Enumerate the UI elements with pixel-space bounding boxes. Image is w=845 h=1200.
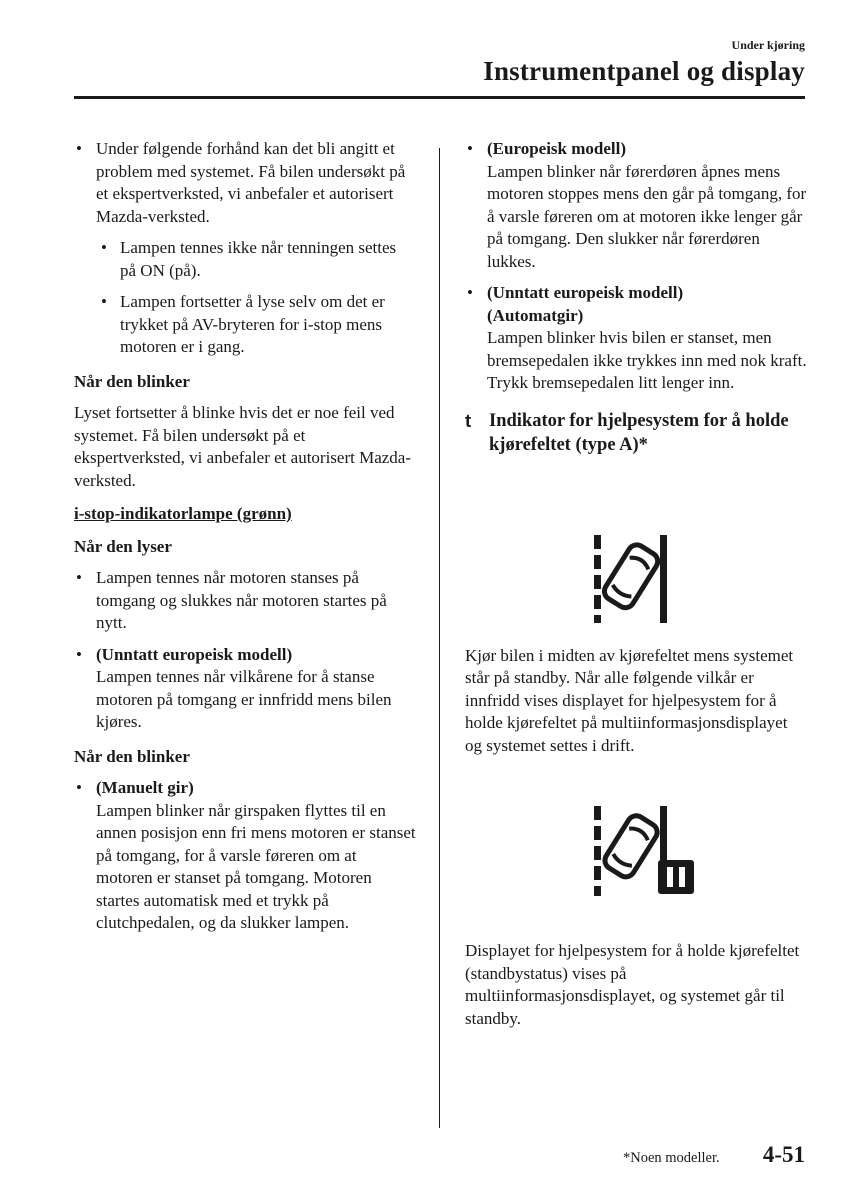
lane-keep-assist-standby-icon [590, 806, 700, 896]
page-number: 4-51 [762, 1142, 805, 1167]
istop-indicator-title: i-stop-indikatorlampe (grønn) [74, 504, 292, 523]
icon-container [465, 457, 807, 653]
bullet-text: Lampen tennes når vilkårene for å stanse motoren på tomgang er innfridd mens bilen kjøres. [96, 667, 392, 731]
section-label: Under kjøring [731, 38, 805, 52]
bullet-title: (Unntatt europeisk modell) [487, 283, 684, 302]
right-column [465, 138, 807, 1041]
bullet-subtitle: (Automatgir) [487, 305, 584, 325]
page-title: Instrumentpanel og display [483, 56, 805, 86]
left-column [74, 138, 416, 944]
bullet-glyph: • [76, 139, 82, 158]
sub-bullet-text: Lampen tennes ikke når tenningen settes på ON (på). [120, 238, 397, 280]
sub-list-item [74, 291, 416, 359]
paragraph-blinker: Lyset fortsetter å blinke hvis det er noe feil ved systemet. Få bilen undersøkt på et ekspertverksted, vi anbefaler et autorisert Mazda-verksted. [74, 403, 412, 490]
bullet-glyph: • [467, 139, 473, 158]
list-item [74, 138, 416, 228]
bullet-title: (Manuelt gir) [96, 778, 194, 797]
list-item [74, 644, 416, 734]
section-heading-text: Indikator for hjelpesystem for å holde kjørefeltet (type A)* [489, 410, 789, 455]
column-divider [439, 148, 440, 1128]
paragraph-1: Kjør bilen i midten av kjørefeltet mens systemet står på standby. Når alle følgende vilkår er innfridd vises displayet for hjelpesystem for å holde kjørefeltet på multiinformasjonsdisplayet og systemet settes i drift. [465, 645, 794, 755]
bullet-text: Under følgende forhånd kan det bli angitt et problem med systemet. Få bilen undersøkt på et ekspertverksted, vi anbefaler et autorisert Mazda-verksted. [96, 139, 406, 226]
list-item [465, 282, 807, 395]
paragraph-2: Displayet for hjelpesystem for å holde kjørefeltet (standbystatus) vises på multiinformasjonsdisplayet, og systemet går til standby. [465, 941, 800, 1028]
header-rule [74, 96, 805, 99]
footnote: *Noen modeller. [623, 1150, 720, 1166]
list-item [74, 567, 416, 635]
bullet-text: Lampen blinker hvis bilen er stanset, men bremsepedalen ikke trykkes inn med nok kraft. Trykk bremsepedalen litt lenger inn. [487, 328, 807, 392]
bullet-title: (Unntatt europeisk modell) [96, 644, 293, 664]
bullet-glyph: • [467, 283, 473, 302]
bullet-glyph: • [76, 644, 82, 664]
bullet-text: Lampen tennes når motoren stanses på tomgang og slukkes når motoren startes på nytt. [96, 568, 387, 632]
bullet-glyph: • [76, 778, 82, 797]
subheading-lyser: Når den lyser [74, 536, 172, 556]
subheading-blinker: Når den blinker [74, 371, 190, 391]
section-heading [465, 409, 807, 457]
list-item [74, 777, 416, 935]
sub-bullet-text: Lampen fortsetter å lyse selv om det er trykket på AV-bryteren for i-stop mens motoren er i gang. [120, 292, 385, 356]
section-marker: t [465, 409, 472, 431]
bullet-glyph: • [101, 292, 107, 311]
bullet-glyph: • [76, 568, 82, 587]
icon-container [465, 768, 807, 954]
subheading-blinker-2: Når den blinker [74, 746, 190, 766]
list-item [465, 138, 807, 273]
sub-list-item [74, 237, 416, 282]
bullet-glyph: • [101, 238, 107, 257]
lane-keep-assist-icon [590, 533, 680, 623]
bullet-text: Lampen blinker når førerdøren åpnes mens motoren stoppes mens den går på tomgang, for å varsle føreren om at motoren ikke lenger går på tomgang. Den slukker når førerdøren lukkes. [487, 161, 807, 271]
bullet-text: Lampen blinker når girspaken flyttes til en annen posisjon enn fri mens motoren er stanset på tomgang, for å varsle føreren om at motoren er stanset på tomgang. Motoren startes automatisk med et trykk på clutchpedalen, og da slukker lampen. [96, 800, 416, 932]
bullet-title: (Europeisk modell) [487, 139, 627, 158]
